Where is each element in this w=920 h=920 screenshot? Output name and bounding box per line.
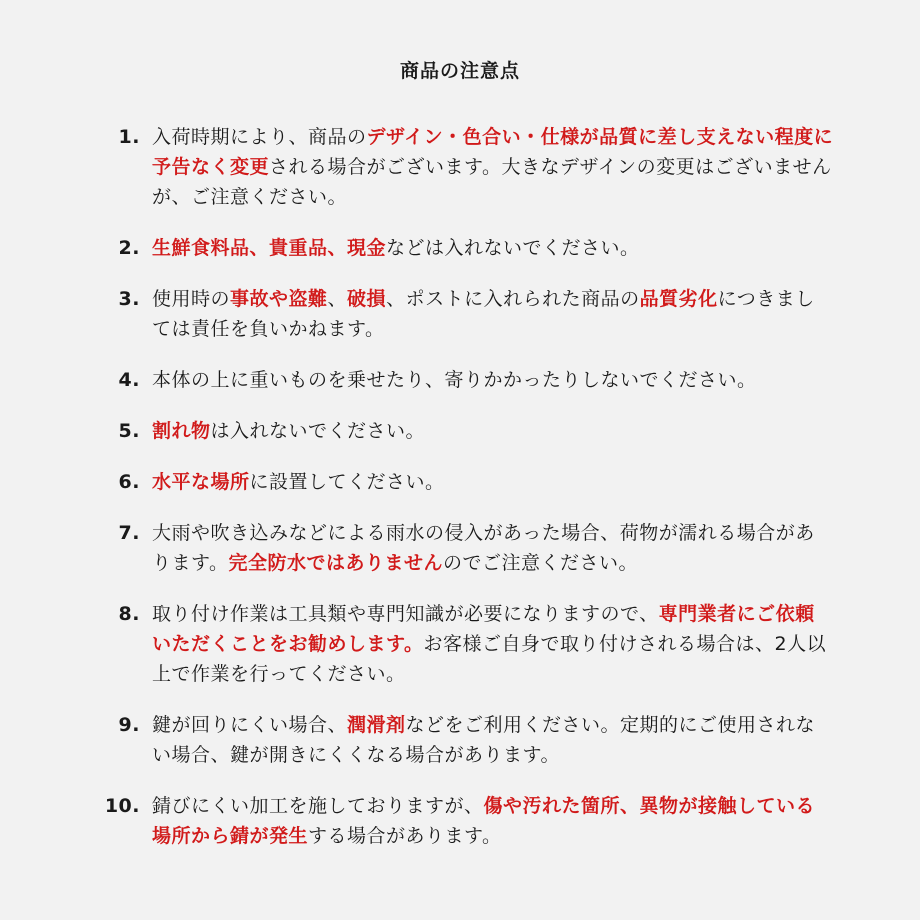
note-text (152, 518, 834, 578)
note-item (104, 416, 834, 446)
note-item (104, 791, 834, 851)
note-item (104, 599, 834, 689)
body-text: 使用時の (152, 288, 231, 310)
note-number: 8. (118, 603, 140, 625)
note-number: 4. (118, 369, 140, 391)
note-text (152, 365, 834, 395)
emphasis-text: 潤滑剤 (347, 714, 406, 736)
body-text: 本体の上に重いものを乗せたり、寄りかかったりしないでください。 (152, 369, 757, 391)
note-item (104, 365, 834, 395)
body-text: は入れないでください。 (210, 420, 426, 442)
body-text: のでご注意ください。 (443, 552, 639, 574)
note-text (152, 710, 834, 770)
body-text: 、 (327, 288, 348, 310)
body-text: 鍵が回りにくい場合、 (152, 714, 348, 736)
note-text (152, 122, 834, 212)
note-text (152, 791, 834, 851)
note-number: 1. (118, 126, 140, 148)
body-text: などは入れないでください。 (386, 237, 640, 259)
body-text: に設置してください。 (249, 471, 445, 493)
emphasis-text: 専門業者にご依頼いただくことをお勧めします。 (152, 603, 815, 655)
note-text (152, 467, 834, 497)
body-text: 大雨や吹き込みなどによる雨水の侵入があった場合、荷物が濡れる場合があります。 (152, 522, 815, 574)
note-text (152, 233, 834, 263)
emphasis-text: 品質劣化 (639, 288, 718, 310)
body-text: される場合がございます。大きなデザインの変更はございませんが、ご注意ください。 (152, 156, 832, 208)
emphasis-text: 完全防水ではありません (228, 552, 443, 574)
note-number: 2. (118, 237, 140, 259)
note-text (152, 599, 834, 689)
emphasis-text: 傷や汚れた箇所、異物が接触している場所から錆が発生 (152, 795, 816, 847)
note-text (152, 416, 834, 446)
note-item (104, 284, 834, 344)
note-number: 9. (118, 714, 140, 736)
note-text (152, 284, 834, 344)
note-item (104, 710, 834, 770)
emphasis-text: 事故や盗難 (230, 288, 328, 310)
page-title: 商品の注意点 (399, 60, 520, 82)
emphasis-text: 水平な場所 (152, 471, 250, 493)
body-text: などをご利用ください。定期的にご使用されない場合、鍵が開きにくくなる場合があります。 (152, 714, 816, 766)
note-item (104, 122, 834, 212)
body-text: 入荷時期により、商品の (152, 126, 367, 148)
body-text: する場合があります。 (308, 825, 502, 847)
note-number: 5. (118, 420, 140, 442)
note-item (104, 518, 834, 578)
emphasis-text: 破損 (347, 288, 387, 310)
note-number: 10. (104, 795, 140, 817)
emphasis-text: デザイン・色合い・仕様が品質に差し支えない程度に予告なく変更 (152, 126, 834, 178)
body-text: お客様ご自身で取り付けされる場合は、2人以上で作業を行ってください。 (152, 633, 827, 685)
body-text: につきましては責任を負いかねます。 (152, 288, 815, 340)
body-text: 、ポストに入れられた商品の (386, 288, 640, 310)
note-number: 6. (118, 471, 140, 493)
note-item (104, 467, 834, 497)
notes-list (104, 122, 834, 872)
body-text: 錆びにくい加工を施しておりますが、 (152, 795, 484, 817)
body-text: 取り付け作業は工具類や専門知識が必要になりますので、 (152, 603, 659, 625)
emphasis-text: 生鮮食料品、貴重品、現金 (152, 237, 387, 259)
note-number: 3. (118, 288, 140, 310)
note-number: 7. (118, 522, 140, 544)
note-item (104, 233, 834, 263)
emphasis-text: 割れ物 (152, 420, 211, 442)
